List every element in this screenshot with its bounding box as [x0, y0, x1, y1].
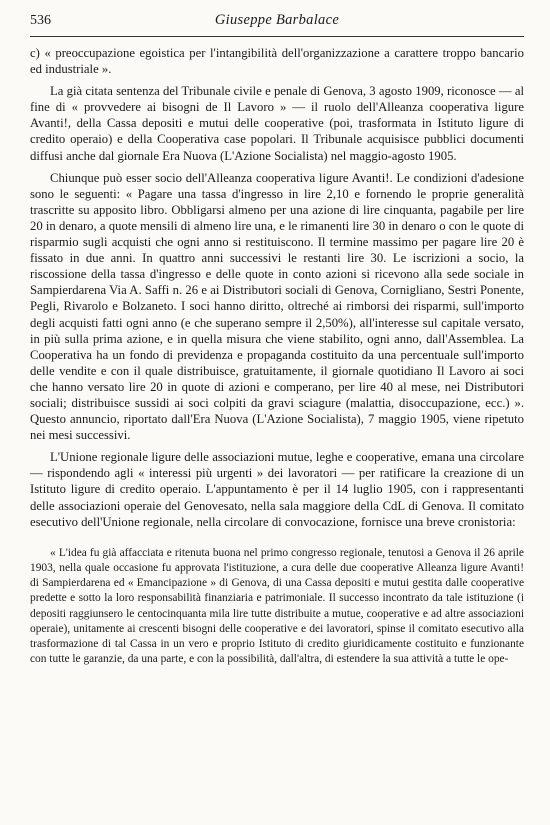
block-quote: « L'idea fu già affacciata e ritenuta buona nel primo congresso regionale, tenutosi a Genova il 26 aprile 1903, nella quale occasione fu approvata l'istituzione, a cura delle due cooperative Alleanza ligure Avanti! di Sampierdarena ed « Emancipazione » di Genova, di una Cassa depositi e mutui gestita dalle cooperative predette e sotto la loro responsabilità finanziaria e patrimoniale. Il successo incontrato da tale istituzione (i depositi raggiunsero le centocinquanta mila lire tutte distribuite a mutue, cooperative e ad altre associazioni operaie), unitamente ai crescenti bisogni delle cooperative e dei lavoratori, spinse il comitato esecutivo alla trasformazione di tal Cassa in un vero e proprio Istituto di credito giuridicamente costituito e funzionante con tutte le garanzie, da una parte, e con la possibilità, dall'altra, di estendere la sua attività a tutte le ope-: [30, 546, 524, 666]
paragraph: La già citata sentenza del Tribunale civile e penale di Genova, 3 agosto 1909, riconosce — al fine di « provvedere ai bisogni de Il Lavoro » — il ruolo dell'Alleanza cooperativa ligure Avanti!, della Cassa depositi e mutui delle cooperative (poi, trasformata in Istituto ligure di credito operaio) e della Cooperativa case popolari. Il Tribunale acquisisce pubblici documenti diffusi anche dal giornale Era Nuova (L'Azione Socialista) nel maggio-agosto 1905.: [30, 84, 524, 163]
page-header: [30, 12, 524, 37]
paragraph: L'Unione regionale ligure delle associazioni mutue, leghe e cooperative, emana una circolare — rispondendo agli « interessi più urgenti » dei lavoratori — per ratificare la creazione di un Istituto ligure di credito operaio. L'appuntamento è per il 14 luglio 1905, con i rappresentanti delle associazioni operaie del Genovesato, nella sala maggiore della CdL di Genova. Il comitato esecutivo dell'Unione regionale, nella circolare di convocazione, fornisce una breve cronistoria:: [30, 450, 524, 529]
running-title: Giuseppe Barbalace: [214, 12, 340, 28]
paragraph: Chiunque può esser socio dell'Alleanza cooperativa ligure Avanti!. Le condizioni d'adesione sono le seguenti: « Pagare una tassa d'ingresso in lire 2,10 e fornendo le proprie generalità trascritte su apposito libro. Obbligarsi almeno per una azione di lire cinquanta, pagabile per lire 20 in denaro, a quote mensili di almeno lire una, e le rimanenti lire 30 in denaro o con le quote di risparmio sugli acquisti che ogni anno si restituiscono. Il termine massimo per pagare lire 20 è fissato in due anni. In quattro anni successivi le restanti lire 30. Le iscrizioni a socio, la riscossione della tassa d'ingresso e delle quote in conto azioni si ricevono alla sede sociale in Sampierdarena Via A. Saffi n. 26 e ai Distributori sociali di Genova, Cornigliano, Sestri Ponente, Pegli, Rivarolo e Bolzaneto. I soci hanno diritto, oltreché ai rimborsi dei risparmi, sull'importo degli acquisti fatti ogni anno (e che superano sempre il 2,50%), all'interesse sul capitale versato, in più sulla prima azione, e in quella misura che viene stabilito, ogni anno, dall'Assemblea. La Cooperativa ha un fondo di previdenza e propaganda costituito da una percentuale sull'importo delle vendite e con il quale distribuisce, gratuitamente, il giornale quotidiano Il Lavoro ai soci che hanno versato lire 20 in quote di azioni e comperano, per lire 40 al mese, nei Distributori sociali; distribuisce sussidi ai soci colpiti da gravi sciagure (malattia, disoccupazione, ecc.) ». Questo annuncio, riportato dall'Era Nuova (L'Azione Socialista), 7 maggio 1905, viene ripetuto nei mesi successivi.: [30, 170, 524, 443]
paragraph: c) « preoccupazione egoistica per l'intangibilità dell'organizzazione a carattere troppo bancario ed industriale ».: [30, 46, 524, 77]
page-number: 536: [30, 13, 51, 28]
body-text: [30, 45, 524, 530]
